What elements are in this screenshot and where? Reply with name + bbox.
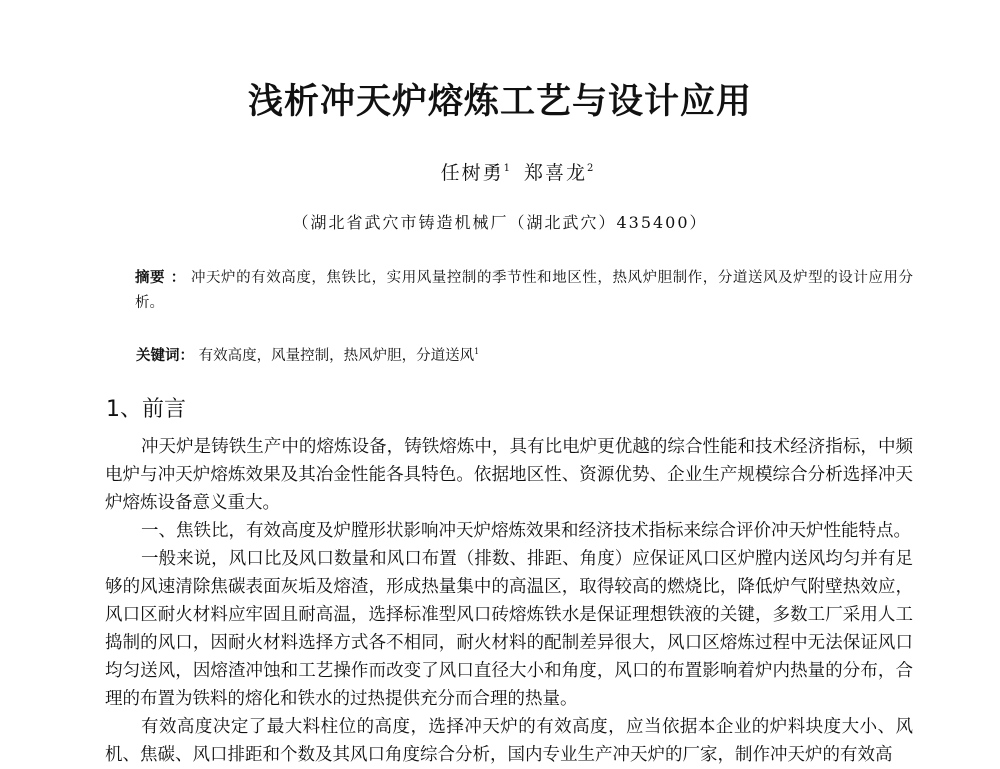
abstract bbox=[105, 266, 913, 316]
keywords-label: 关键词： bbox=[136, 348, 194, 364]
affiliation: （湖北省武穴市铸造机械厂（湖北武穴）435400） bbox=[292, 213, 708, 232]
paragraph: 冲天炉是铸铁生产中的熔炼设备，铸铁熔炼中，具有比电炉更优越的综合性能和技术经济指标，中频电炉与冲天炉熔炼效果及其冶金性能各具特色。依据地区性、资源优势、企业生产规模综合分析选择冲天炉熔炼设备意义重大。 bbox=[105, 437, 913, 513]
abstract-label: 摘要 ： bbox=[135, 270, 186, 286]
abstract-text: 冲天炉的有效高度，焦铁比，实用风量控制的季节性和地区性，热风炉胆制作，分道送风及炉型的设计应用分析。 bbox=[135, 270, 913, 311]
author-name: 任树勇 bbox=[440, 162, 504, 184]
keywords-footnote-mark: 1 bbox=[474, 347, 480, 356]
paragraph: 一、焦铁比，有效高度及炉膛形状影响冲天炉熔炼效果和经济技术指标来综合评价冲天炉性能特点。 bbox=[141, 521, 911, 541]
keywords bbox=[136, 342, 916, 366]
paragraph: 有效高度决定了最大料柱位的高度，选择冲天炉的有效高度，应当依据本企业的炉料块度大小、风机、焦碳、风口排距和个数及其风口角度综合分析，国内专业生产冲天炉的厂家，制作冲天炉的有效高 bbox=[105, 717, 913, 765]
section-heading: 1、前言 bbox=[106, 397, 186, 422]
body-text bbox=[105, 433, 913, 769]
paragraph: 一般来说，风口比及风口数量和风口布置（排数、排距、角度）应保证风口区炉膛内送风均匀并有足够的风速清除焦碳表面灰垢及熔渣，形成热量集中的高温区，取得较高的燃烧比，降低炉气附壁热效应，风口区耐火材料应牢固且耐高温，选择标准型风口砖熔炼铁水是保证理想铁液的关键，多数工厂采用人工捣制的风口，因耐火材料选择方式各不相同，耐火材料的配制差异很大，风口区熔炼过程中无法保证风口均匀送风，因熔渣冲蚀和工艺操作而改变了风口直径大小和角度，风口的布置影响着炉内热量的分布，合理的布置为铁料的熔化和铁水的过热提供充分而合理的热量。 bbox=[105, 549, 913, 709]
keywords-text: 有效高度，风量控制，热风炉胆，分道送风 bbox=[198, 348, 475, 364]
author-name: 郑喜龙 bbox=[524, 162, 588, 184]
author-affiliation-mark: 2 bbox=[587, 163, 594, 174]
paper-title: 浅析冲天炉熔炼工艺与设计应用 bbox=[247, 82, 752, 122]
author-affiliation-mark: 1 bbox=[503, 163, 510, 174]
author-line bbox=[0, 158, 1000, 185]
